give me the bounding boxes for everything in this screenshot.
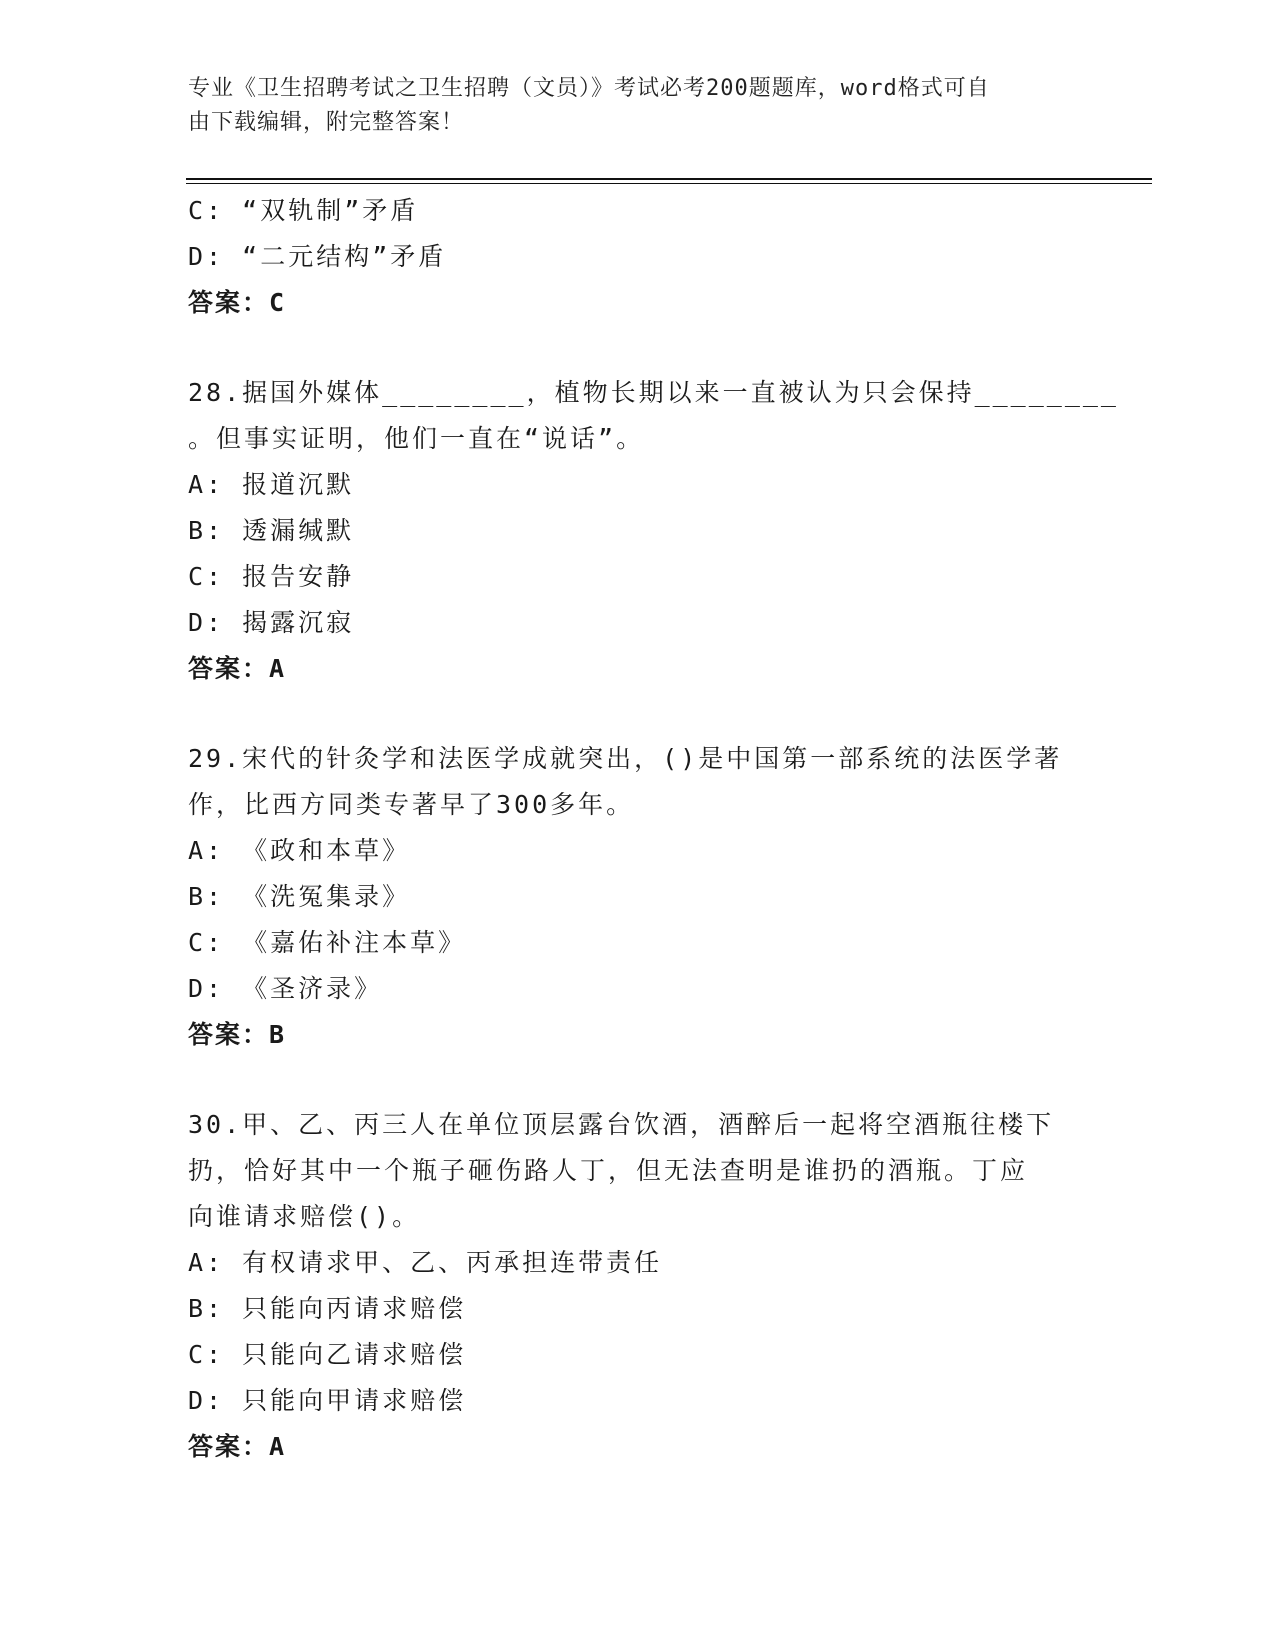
option-a: A: 《政和本草》 [188, 836, 411, 865]
option-b: B: 透漏缄默 [188, 516, 355, 545]
option-a: A: 有权请求甲、乙、丙承担连带责任 [188, 1248, 663, 1277]
header-divider-thin [186, 183, 1152, 184]
answer-line: 答案：C [188, 288, 287, 317]
option-c: C: 报告安静 [188, 562, 355, 591]
question-stem: 扔，恰好其中一个瓶子砸伤路人丁，但无法查明是谁扔的酒瓶。丁应 [188, 1156, 1029, 1185]
spacer [188, 692, 1088, 736]
option-d: D: 只能向甲请求赔偿 [188, 1386, 467, 1415]
option-d: D: 《圣济录》 [188, 974, 383, 1003]
question-stem: 30.甲、乙、丙三人在单位顶层露台饮酒，酒醉后一起将空酒瓶往楼下 [188, 1110, 1055, 1139]
question-stem: 向谁请求赔偿()。 [188, 1202, 421, 1231]
option-a: A: 报道沉默 [188, 470, 355, 499]
question-30 [188, 1102, 1088, 1470]
header-line-2: 由下载编辑，附完整答案！ [188, 110, 465, 135]
spacer [188, 1058, 1088, 1102]
question-29 [188, 736, 1088, 1058]
option-b: B: 《洗冤集录》 [188, 882, 411, 911]
document-header [188, 72, 1068, 140]
option-c: C: “双轨制”矛盾 [188, 196, 419, 225]
header-line-1: 专业《卫生招聘考试之卫生招聘（文员）》考试必考200题题库，word格式可自 [188, 76, 990, 101]
spacer [188, 326, 1088, 370]
question-stem: 。但事实证明，他们一直在“说话”。 [188, 424, 645, 453]
question-28 [188, 370, 1119, 692]
answer-line: 答案：A [188, 654, 287, 683]
option-d: D: “二元结构”矛盾 [188, 242, 447, 271]
answer-line: 答案：A [188, 1432, 287, 1461]
document-body [188, 188, 1119, 1470]
option-c: C: 只能向乙请求赔偿 [188, 1340, 467, 1369]
question-stem: 29.宋代的针灸学和法医学成就突出，()是中国第一部系统的法医学著 [188, 744, 1063, 773]
option-b: B: 只能向丙请求赔偿 [188, 1294, 467, 1323]
question-stem: 作，比西方同类专著早了300多年。 [188, 790, 635, 819]
question-27-tail [188, 188, 1088, 326]
option-c: C: 《嘉佑补注本草》 [188, 928, 467, 957]
question-stem: 28.据国外媒体________，植物长期以来一直被认为只会保持________ [188, 378, 1119, 407]
option-d: D: 揭露沉寂 [188, 608, 355, 637]
answer-line: 答案：B [188, 1020, 287, 1049]
header-divider-thick [186, 178, 1152, 180]
